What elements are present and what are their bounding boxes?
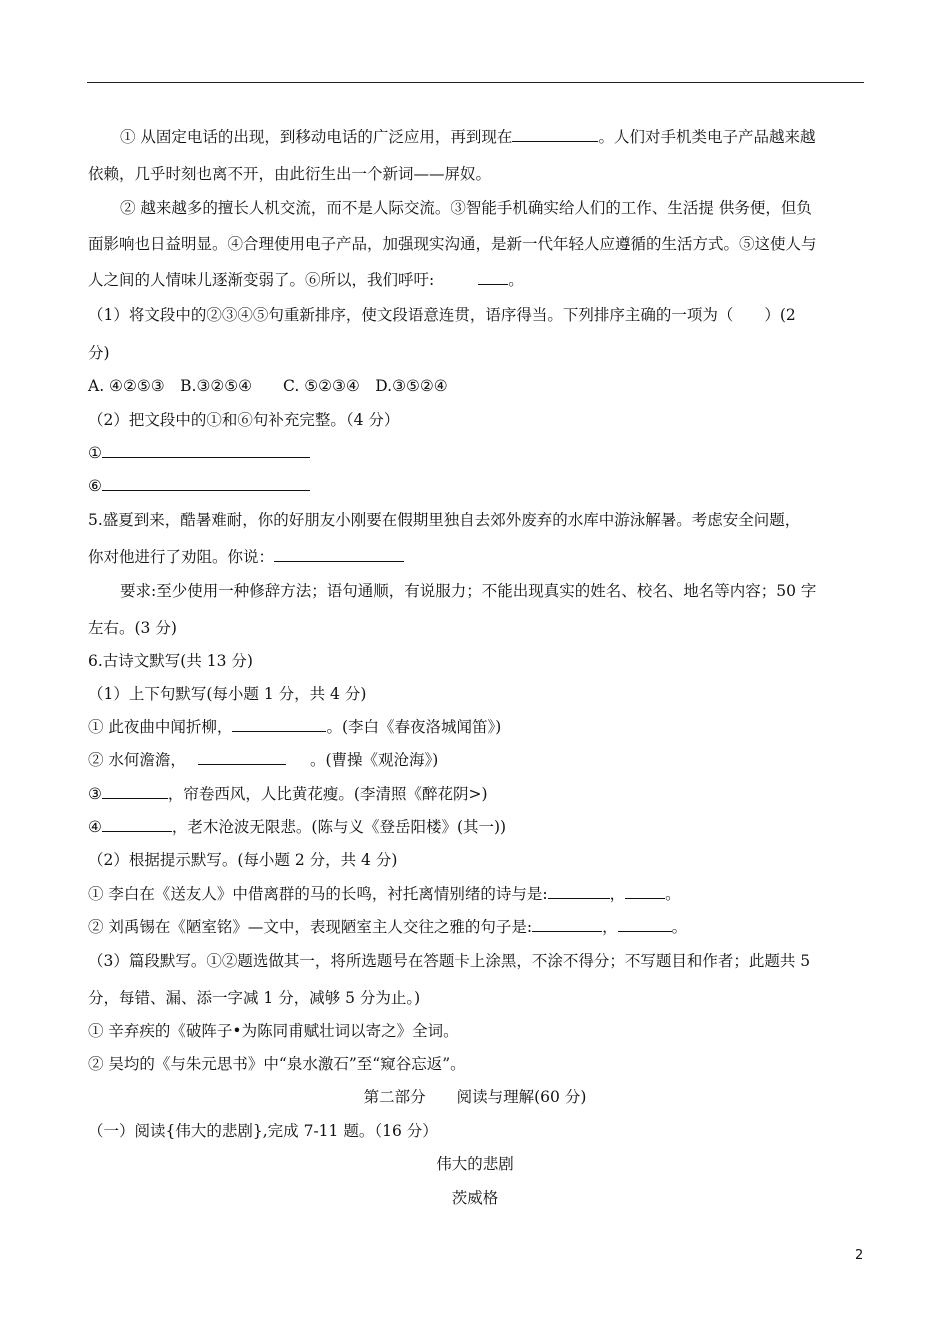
question-1-cont: 分) — [88, 344, 110, 362]
answer-blank[interactable] — [625, 884, 665, 899]
text: ① 此夜曲中闻折柳， — [88, 718, 233, 736]
answer-blank[interactable] — [232, 717, 326, 732]
text: 人之间的人情味儿逐渐变弱了。⑥所以，我们呼吁: — [88, 271, 435, 289]
article-title: 伟大的悲剧 — [436, 1155, 514, 1173]
text: ③ — [88, 785, 102, 803]
answer-blank[interactable] — [198, 750, 286, 765]
question-6-3: （3）篇段默写。①②题选做其一，将所选题号在答题卡上涂黑，不涂不得分；不写题目和作者；此题共 5 — [88, 952, 811, 970]
text: 。 — [671, 918, 688, 936]
paragraph-line — [120, 127, 815, 147]
answer-blank[interactable] — [102, 817, 172, 832]
question-6-2: （2）根据提示默写。(每小题 2 分，共 4 分) — [88, 851, 398, 869]
answer-blank[interactable] — [548, 884, 610, 899]
article-author: 茨威格 — [451, 1189, 499, 1207]
question-5-requirement-cont: 左右。(3 分) — [88, 619, 177, 637]
text: 。 — [665, 885, 681, 903]
part-two-heading: 第二部分 阅读与理解(60 分) — [363, 1088, 587, 1106]
answer-line-1 — [88, 443, 310, 463]
text: 。(曹操《观沧海》) — [309, 751, 439, 769]
answer-blank[interactable] — [618, 917, 672, 932]
question-6-1b — [88, 750, 438, 770]
question-6-1: （1）上下句默写(每小题 1 分，共 4 分) — [88, 685, 367, 703]
question-6: 6.古诗文默写(共 13 分) — [88, 652, 253, 670]
answer-line-6 — [88, 476, 310, 496]
question-6-3-option-2: ② 吴均的《与朱元思书》中“泉水激石”至“窥谷忘返”。 — [88, 1055, 466, 1073]
question-6-1d — [88, 817, 506, 837]
question-6-2a — [88, 884, 681, 904]
question-6-1c — [88, 784, 488, 804]
question-5-requirement: 要求:至少使用一种修辞方法；语句通顺，有说服力；不能出现真实的姓名、校名、地名等内容；50 字 — [120, 582, 817, 600]
paragraph-line: 面影响也日益明显。④合理使用电子产品，加强现实沟通，是新一代年轻人应遵循的生活方式。⑤这使人与 — [88, 235, 817, 253]
text: 。人们对手机类电子产品越来越 — [598, 128, 816, 146]
paragraph-line: ② 越来越多的擅长人机交流，而不是人际交流。③智能手机确实给人们的工作、生活提 供务便，但负 — [120, 199, 812, 217]
answer-blank[interactable] — [478, 270, 508, 285]
text: ， — [602, 918, 618, 936]
answer-blank[interactable] — [274, 547, 404, 562]
header-rule — [87, 82, 864, 83]
text: ① — [88, 444, 102, 462]
text: ，老木沧波无限悲。(陈与义《登岳阳楼》(其一)) — [171, 818, 507, 836]
question-1: （1）将文段中的②③④⑤句重新排序，使文段语意连贯，语序得当。下列排序主确的一项为（ ）(2 — [88, 306, 796, 324]
question-6-2b — [88, 917, 687, 937]
text: ⑥ — [88, 477, 102, 495]
question-2: （2）把文段中的①和⑥句补充完整。（4 分） — [88, 411, 400, 429]
answer-blank[interactable] — [102, 784, 168, 799]
question-6-1a — [88, 717, 501, 737]
text: 。 — [508, 271, 524, 289]
question-5-cont — [88, 547, 404, 567]
text: ② 刘禹锡在《陋室铭》—文中，表现陋室主人交往之雅的句子是: — [88, 918, 533, 936]
text: ① 李白在《送友人》中借离群的马的长鸣，衬托离情别绪的诗与是: — [88, 885, 548, 903]
question-6-3-cont: 分，每错、漏、添一字减 1 分，减够 5 分为止。) — [88, 989, 421, 1007]
page-number: 2 — [855, 1248, 864, 1263]
text: 。(李白《春夜洛城闻笛》) — [326, 718, 502, 736]
text: ④ — [88, 818, 102, 836]
paragraph-line: 依赖，几乎时刻也离不开，由此衍生出一个新词——屏奴。 — [88, 165, 492, 183]
text: ② 水何澹澹， — [88, 751, 186, 769]
paragraph-line — [88, 270, 524, 290]
answer-blank[interactable] — [102, 443, 310, 458]
answer-blank[interactable] — [532, 917, 602, 932]
text: 你对他进行了劝阻。你说： — [88, 548, 275, 566]
question-5: 5.盛夏到来，酷暑难耐，你的好朋友小刚要在假期里独自去郊外废弃的水库中游泳解暑。考虑安全问题， — [88, 511, 801, 529]
text: ，帘卷西风，人比黄花瘦。(李清照《醉花阴>) — [167, 785, 488, 803]
text: ， — [609, 885, 626, 903]
text: ① 从固定电话的出现，到移动电话的广泛应用，再到现在 — [120, 128, 513, 146]
answer-blank[interactable] — [102, 476, 310, 491]
question-1-options: A. ④②⑤③ B.③②⑤④ C. ⑤②③④ D.③⑤②④ — [88, 377, 448, 395]
reading-section-1: （一）阅读{伟大的悲剧},完成 7-11 题。（16 分） — [88, 1122, 438, 1140]
question-6-3-option-1: ① 辛弃疾的《破阵子•为陈同甫赋壮词以寄之》全词。 — [88, 1022, 459, 1040]
answer-blank[interactable] — [512, 127, 598, 142]
